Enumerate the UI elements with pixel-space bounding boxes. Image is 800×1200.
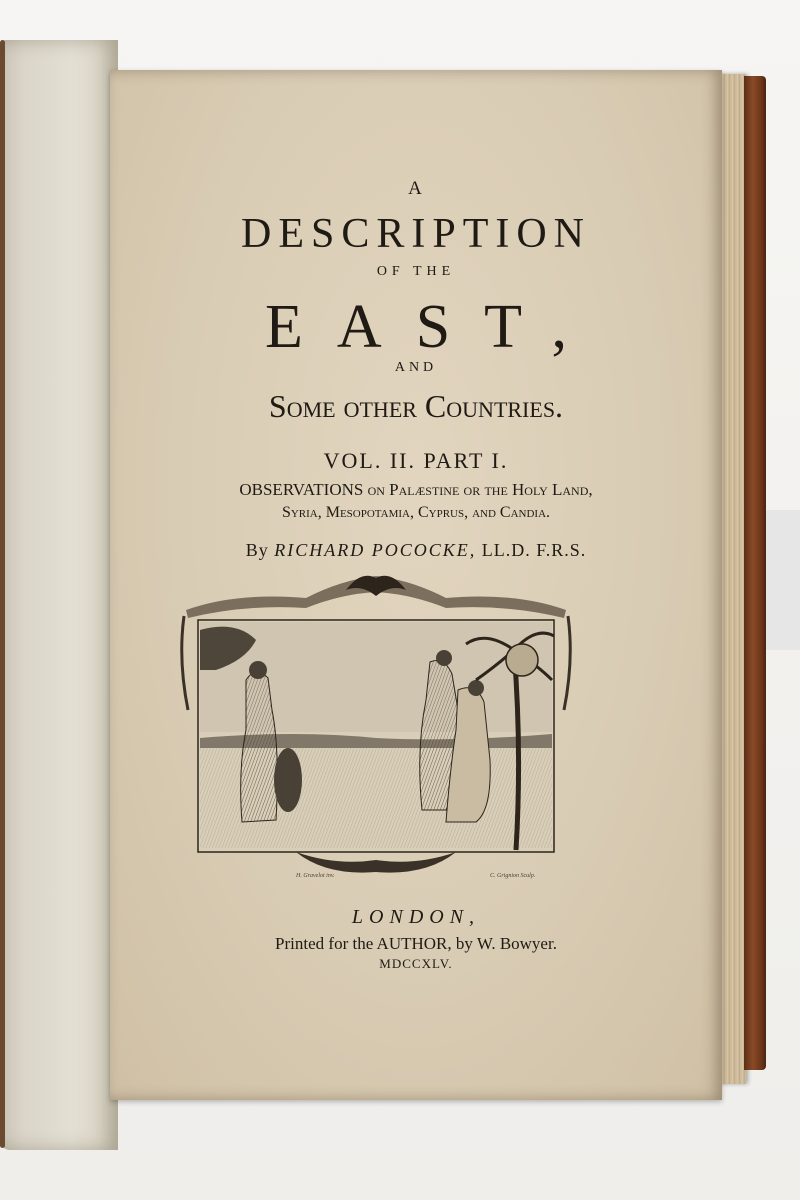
author-degrees: LL.D. F.R.S. xyxy=(481,540,587,560)
title-east: EAST, xyxy=(265,293,601,361)
imprint-year: MDCCXLV. xyxy=(379,956,453,971)
imprint-printer: Printed for the AUTHOR, by W. Bowyer. xyxy=(275,934,557,953)
some-other-countries-text: Some other Countries. xyxy=(268,388,564,424)
left-blank-page xyxy=(0,40,118,1150)
title-description: DESCRIPTION xyxy=(240,211,592,257)
engraved-vignette xyxy=(176,570,576,880)
author-name: RICHARD POCOCKE, xyxy=(274,540,477,560)
observations-line-2 xyxy=(110,504,722,522)
observations-line-1 xyxy=(110,480,722,500)
left-cover-edge xyxy=(0,40,5,1148)
imprint-city: LONDON, xyxy=(351,906,481,928)
engraving-credit-right: C. Grignion Sculp. xyxy=(490,873,536,879)
title-article: A xyxy=(408,178,424,199)
volume-line: VOL. II. PART I. xyxy=(323,448,509,473)
title-and: AND xyxy=(394,360,438,375)
leather-cover-board xyxy=(744,76,766,1070)
background-shadow xyxy=(760,510,800,650)
title-some-other-countries xyxy=(110,388,722,425)
engraving-credit-left: H. Gravelot inv. xyxy=(296,873,335,879)
title-of-the: OF THE xyxy=(376,264,456,279)
title-page xyxy=(110,70,722,1100)
author-line xyxy=(110,540,722,561)
by-word: By xyxy=(245,540,269,560)
observations-text-2: Syria, Mesopotamia, Cyprus, and Candia. xyxy=(281,504,551,521)
observations-text-1: OBSERVATIONS on Palæstine or the Holy Land, xyxy=(239,480,593,499)
